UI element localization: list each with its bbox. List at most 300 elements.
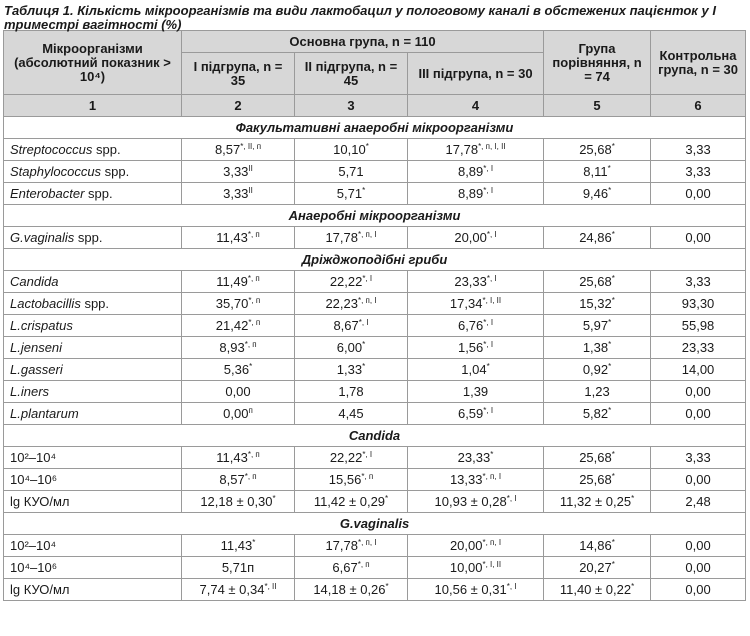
organism-name: Candida xyxy=(10,274,59,289)
organism-name: 10²–10⁴ xyxy=(10,450,57,465)
value-cell xyxy=(295,447,408,469)
value-cell xyxy=(651,337,746,359)
organism-cell xyxy=(4,535,182,557)
significance-mark: II xyxy=(248,186,253,195)
organism-suffix: spp. xyxy=(101,164,130,179)
cell-value: 11,43 xyxy=(216,230,248,245)
cell-value: 17,78 xyxy=(325,230,358,245)
significance-mark: * xyxy=(385,582,389,591)
data-table xyxy=(3,30,746,601)
cell-value: 0,92 xyxy=(582,362,609,377)
organism-name: L.plantarum xyxy=(10,406,79,421)
significance-mark: * xyxy=(611,560,615,569)
significance-mark: II xyxy=(248,164,253,173)
value-cell xyxy=(408,293,544,315)
value-cell xyxy=(544,491,651,513)
value-cell xyxy=(295,469,408,491)
cell-value: 0,00 xyxy=(685,186,711,201)
value-cell xyxy=(408,139,544,161)
column-number: 4 xyxy=(408,95,544,117)
table-caption: Таблиця 1. Кількість мікроорганізмів та види лактобацил у пологовому каналі в обстежених пацієнток у I триместрі вагітності (%) xyxy=(4,3,716,32)
cell-value: 14,00 xyxy=(681,362,715,377)
value-cell xyxy=(651,139,746,161)
cell-value: 0,00 xyxy=(685,384,711,399)
cell-value: 0,00 xyxy=(685,406,711,421)
value-cell xyxy=(182,491,295,513)
organism-name: L.jenseni xyxy=(10,340,63,355)
header-subgroup-1: I підгрупа, n = 35 xyxy=(182,53,295,95)
header-comparison-group: Група порівняння, n = 74 xyxy=(544,31,651,95)
value-cell xyxy=(295,161,408,183)
value-cell xyxy=(182,557,295,579)
table-header xyxy=(4,31,746,95)
cell-value: 11,49 xyxy=(216,274,248,289)
cell-value: 21,42 xyxy=(215,318,249,333)
table-row xyxy=(4,359,746,381)
cell-value: 0,00 xyxy=(685,472,711,487)
cell-value: 22,23 xyxy=(325,296,358,311)
significance-mark: *, п xyxy=(247,274,260,283)
value-cell xyxy=(544,315,651,337)
cell-value: 35,70 xyxy=(215,296,249,311)
value-cell xyxy=(182,359,295,381)
value-cell xyxy=(408,315,544,337)
cell-value: 6,59 xyxy=(457,406,484,421)
cell-value: 10,10 xyxy=(333,142,366,157)
table-row xyxy=(4,139,746,161)
significance-mark: * xyxy=(362,362,366,371)
cell-value: 0,00 xyxy=(685,560,711,575)
cell-value: 1,56 xyxy=(457,340,484,355)
cell-value: 8,57 xyxy=(219,472,245,487)
value-cell xyxy=(651,227,746,249)
value-cell xyxy=(408,447,544,469)
value-cell xyxy=(651,469,746,491)
value-cell xyxy=(408,381,544,403)
value-cell xyxy=(295,271,408,293)
cell-value: 20,27 xyxy=(579,560,612,575)
significance-mark: *, I xyxy=(506,494,517,503)
significance-mark: * xyxy=(486,362,490,371)
value-cell xyxy=(182,447,295,469)
value-cell xyxy=(295,491,408,513)
value-cell xyxy=(295,579,408,601)
significance-mark: * xyxy=(608,318,612,327)
cell-value: 0,00 xyxy=(685,538,711,553)
value-cell xyxy=(651,535,746,557)
value-cell xyxy=(408,579,544,601)
value-cell xyxy=(651,579,746,601)
organism-name: Staphylococcus xyxy=(10,164,102,179)
organism-cell xyxy=(4,337,182,359)
organism-cell xyxy=(4,359,182,381)
cell-value: 22,22 xyxy=(329,450,363,465)
column-number: 5 xyxy=(544,95,651,117)
cell-value: 0,00 xyxy=(685,230,711,245)
cell-value: 14,86 xyxy=(579,538,612,553)
cell-value: 3,33 xyxy=(685,450,711,465)
significance-mark: * xyxy=(608,186,612,195)
cell-value: 20,00 xyxy=(454,230,487,245)
significance-mark: * xyxy=(608,362,612,371)
cell-value: 8,11 xyxy=(583,164,608,179)
significance-mark: * xyxy=(611,142,615,151)
column-number-row xyxy=(4,95,746,117)
cell-value: 1,23 xyxy=(584,384,610,399)
table-body xyxy=(4,95,746,601)
cell-value: 10,00 xyxy=(449,560,483,575)
significance-mark: *, I xyxy=(483,164,494,173)
value-cell xyxy=(295,557,408,579)
value-cell xyxy=(544,535,651,557)
section-header-row xyxy=(4,205,746,227)
table-row xyxy=(4,183,746,205)
organism-cell xyxy=(4,403,182,425)
significance-mark: * xyxy=(611,274,615,283)
organism-cell xyxy=(4,557,182,579)
significance-mark: * xyxy=(611,230,615,239)
section-title: G.vaginalis xyxy=(4,513,746,535)
table-row xyxy=(4,557,746,579)
value-cell xyxy=(182,227,295,249)
value-cell xyxy=(544,557,651,579)
value-cell xyxy=(544,293,651,315)
significance-mark: * xyxy=(249,362,253,371)
cell-value: 8,93 xyxy=(219,340,245,355)
cell-value: 55,98 xyxy=(681,318,715,333)
cell-value: 4,45 xyxy=(338,406,364,421)
value-cell xyxy=(544,337,651,359)
cell-value: 5,36 xyxy=(223,362,250,377)
cell-value: 10,93 ± 0,28 xyxy=(434,494,507,509)
section-title: Дріжджоподібні гриби xyxy=(4,249,746,271)
table-row xyxy=(4,491,746,513)
significance-mark: *, п xyxy=(361,472,374,481)
organism-suffix: spp. xyxy=(92,142,121,157)
section-header-row xyxy=(4,425,746,447)
cell-value: 5,71п xyxy=(221,560,255,575)
significance-mark: *, I xyxy=(483,406,494,415)
cell-value: 6,76 xyxy=(457,318,484,333)
cell-value: 20,00 xyxy=(449,538,483,553)
significance-mark: *, I xyxy=(358,318,369,327)
column-number: 1 xyxy=(4,95,182,117)
section-title: Факультативні анаеробні мікроорганізми xyxy=(4,117,746,139)
cell-value: 25,68 xyxy=(579,472,612,487)
significance-mark: *, II, п xyxy=(240,142,262,151)
cell-value: 17,78 xyxy=(325,538,358,553)
cell-value: 11,40 ± 0,22 xyxy=(559,582,632,597)
cell-value: 17,34 xyxy=(449,296,483,311)
value-cell xyxy=(408,491,544,513)
cell-value: 0,00 xyxy=(225,384,251,399)
organism-cell xyxy=(4,227,182,249)
value-cell xyxy=(295,337,408,359)
organism-name: Streptococcus xyxy=(10,142,93,157)
value-cell xyxy=(182,381,295,403)
significance-mark: * xyxy=(365,142,369,151)
cell-value: 23,33 xyxy=(457,450,491,465)
value-cell xyxy=(295,359,408,381)
cell-value: 11,43 xyxy=(216,450,248,465)
value-cell xyxy=(408,337,544,359)
value-cell xyxy=(544,139,651,161)
header-subgroup-3: III підгрупа, n = 30 xyxy=(408,53,544,95)
value-cell xyxy=(295,293,408,315)
cell-value: 24,86 xyxy=(579,230,612,245)
significance-mark: *, I xyxy=(483,186,494,195)
cell-value: 3,33 xyxy=(223,186,249,201)
value-cell xyxy=(651,447,746,469)
value-cell xyxy=(295,381,408,403)
cell-value: 10,56 ± 0,31 xyxy=(434,582,507,597)
significance-mark: * xyxy=(252,538,256,547)
organism-cell xyxy=(4,381,182,403)
header-control-group: Контрольна група, n = 30 xyxy=(651,31,746,95)
cell-value: 8,89 xyxy=(457,186,484,201)
value-cell xyxy=(651,271,746,293)
organism-name: lg КУО/мл xyxy=(10,582,70,597)
table-row xyxy=(4,381,746,403)
column-number: 6 xyxy=(651,95,746,117)
column-number: 2 xyxy=(182,95,295,117)
cell-value: 1,78 xyxy=(338,384,364,399)
cell-value: 6,67 xyxy=(332,560,358,575)
organism-suffix: spp. xyxy=(74,230,103,245)
value-cell xyxy=(651,491,746,513)
value-cell xyxy=(182,315,295,337)
cell-value: 11,43 xyxy=(220,538,253,553)
significance-mark: * xyxy=(611,538,615,547)
organism-name: Lactobacillis xyxy=(10,296,81,311)
cell-value: 5,71 xyxy=(336,186,363,201)
significance-mark: *, I xyxy=(486,230,497,239)
value-cell xyxy=(182,535,295,557)
cell-value: 6,00 xyxy=(336,340,363,355)
cell-value: 7,74 ± 0,34 xyxy=(199,582,265,597)
value-cell xyxy=(408,183,544,205)
cell-value: 5,97 xyxy=(582,318,609,333)
table-row xyxy=(4,293,746,315)
organism-name: 10⁴–10⁶ xyxy=(10,560,58,575)
significance-mark: *, I xyxy=(483,340,494,349)
value-cell xyxy=(295,315,408,337)
value-cell xyxy=(182,579,295,601)
value-cell xyxy=(182,139,295,161)
organism-cell xyxy=(4,183,182,205)
significance-mark: * xyxy=(608,340,612,349)
organism-name: Enterobacter xyxy=(10,186,85,201)
significance-mark: * xyxy=(607,164,611,173)
organism-name: L.iners xyxy=(10,384,50,399)
value-cell xyxy=(408,271,544,293)
significance-mark: *, I xyxy=(483,318,494,327)
significance-mark: *, I, II xyxy=(482,296,502,305)
value-cell xyxy=(544,447,651,469)
organism-cell xyxy=(4,447,182,469)
section-header-row xyxy=(4,249,746,271)
significance-mark: * xyxy=(631,494,635,503)
value-cell xyxy=(651,557,746,579)
significance-mark: * xyxy=(608,406,612,415)
section-title: Анаеробні мікроорганізми xyxy=(4,205,746,227)
value-cell xyxy=(182,293,295,315)
significance-mark: * xyxy=(631,582,635,591)
cell-value: 11,42 ± 0,29 xyxy=(313,494,386,509)
cell-value: 15,32 xyxy=(579,296,612,311)
value-cell xyxy=(295,183,408,205)
organism-suffix: spp. xyxy=(80,296,110,311)
value-cell xyxy=(182,403,295,425)
cell-value: 8,89 xyxy=(457,164,484,179)
value-cell xyxy=(408,535,544,557)
value-cell xyxy=(544,469,651,491)
cell-value: 0,00 xyxy=(223,406,249,421)
organism-cell xyxy=(4,161,182,183)
cell-value: 1,39 xyxy=(462,384,489,399)
value-cell xyxy=(182,271,295,293)
value-cell xyxy=(295,403,408,425)
cell-value: 8,57 xyxy=(214,142,241,157)
cell-value: 1,04 xyxy=(461,362,487,377)
cell-value: 3,33 xyxy=(685,274,711,289)
significance-mark: *, п xyxy=(247,230,260,239)
table-row xyxy=(4,535,746,557)
cell-value: 14,18 ± 0,26 xyxy=(313,582,386,597)
column-number: 3 xyxy=(295,95,408,117)
cell-value: 12,18 ± 0,30 xyxy=(200,494,273,509)
table-row xyxy=(4,337,746,359)
cell-value: 11,32 ± 0,25 xyxy=(559,494,632,509)
significance-mark: *, п xyxy=(357,560,370,569)
value-cell xyxy=(408,557,544,579)
table-row xyxy=(4,315,746,337)
organism-name: lg КУО/мл xyxy=(10,494,70,509)
value-cell xyxy=(182,183,295,205)
value-cell xyxy=(651,161,746,183)
cell-value: 1,38 xyxy=(582,340,609,355)
section-header-row xyxy=(4,117,746,139)
cell-value: 5,71 xyxy=(338,164,364,179)
significance-mark: *, п, I xyxy=(357,296,377,305)
significance-mark: *, п xyxy=(248,296,261,305)
value-cell xyxy=(408,403,544,425)
value-cell xyxy=(295,139,408,161)
organism-cell xyxy=(4,293,182,315)
significance-mark: *, I xyxy=(362,450,373,459)
significance-mark: *, I xyxy=(362,274,373,283)
table-row xyxy=(4,227,746,249)
significance-mark: * xyxy=(611,472,615,481)
cell-value: 8,67 xyxy=(333,318,359,333)
table-row xyxy=(4,403,746,425)
organism-cell xyxy=(4,139,182,161)
value-cell xyxy=(408,359,544,381)
significance-mark: * xyxy=(611,296,615,305)
significance-mark: *, I xyxy=(506,582,517,591)
cell-value: 9,46 xyxy=(582,186,609,201)
value-cell xyxy=(651,315,746,337)
value-cell xyxy=(651,403,746,425)
cell-value: 17,78 xyxy=(445,142,479,157)
significance-mark: * xyxy=(272,494,276,503)
cell-value: 25,68 xyxy=(579,450,612,465)
value-cell xyxy=(651,293,746,315)
value-cell xyxy=(408,227,544,249)
value-cell xyxy=(544,161,651,183)
value-cell xyxy=(408,161,544,183)
organism-cell xyxy=(4,469,182,491)
significance-mark: *, II xyxy=(264,582,277,591)
cell-value: 25,68 xyxy=(579,142,612,157)
table-row xyxy=(4,579,746,601)
value-cell xyxy=(544,381,651,403)
significance-mark: *, I, II xyxy=(482,560,502,569)
cell-value: 25,68 xyxy=(579,274,612,289)
value-cell xyxy=(651,381,746,403)
organism-suffix: spp. xyxy=(84,186,113,201)
table-row xyxy=(4,271,746,293)
significance-mark: *, п, I xyxy=(482,538,502,547)
cell-value: 2,48 xyxy=(685,494,711,509)
organism-name: 10²–10⁴ xyxy=(10,538,57,553)
significance-mark: * xyxy=(385,494,389,503)
organism-cell xyxy=(4,579,182,601)
organism-cell xyxy=(4,315,182,337)
organism-name: G.vaginalis xyxy=(10,230,75,245)
value-cell xyxy=(295,227,408,249)
section-header-row xyxy=(4,513,746,535)
header-main-group: Основна група, n = 110 xyxy=(182,31,544,53)
significance-mark: * xyxy=(362,340,366,349)
cell-value: 13,33 xyxy=(449,472,483,487)
value-cell xyxy=(182,161,295,183)
section-title: Candida xyxy=(4,425,746,447)
header-subgroup-2: II підгрупа, n = 45 xyxy=(295,53,408,95)
table-row xyxy=(4,447,746,469)
header-microorganisms: Мікроорганізми (абсолютний показник > 10⁴) xyxy=(4,31,182,95)
significance-mark: п xyxy=(248,406,253,415)
organism-name: L.crispatus xyxy=(10,318,73,333)
value-cell xyxy=(544,227,651,249)
cell-value: 23,33 xyxy=(454,274,487,289)
organism-cell xyxy=(4,271,182,293)
significance-mark: *, п, I, II xyxy=(478,142,506,151)
value-cell xyxy=(182,469,295,491)
cell-value: 23,33 xyxy=(681,340,715,355)
cell-value: 3,33 xyxy=(685,142,711,157)
significance-mark: * xyxy=(362,186,366,195)
value-cell xyxy=(544,579,651,601)
significance-mark: *, п, I xyxy=(357,230,377,239)
organism-name: L.gasseri xyxy=(10,362,63,377)
significance-mark: *, п xyxy=(244,472,257,481)
organism-name: 10⁴–10⁶ xyxy=(10,472,58,487)
value-cell xyxy=(544,403,651,425)
organism-cell xyxy=(4,491,182,513)
value-cell xyxy=(182,337,295,359)
value-cell xyxy=(651,183,746,205)
significance-mark: *, п xyxy=(244,340,257,349)
significance-mark: * xyxy=(490,450,494,459)
significance-mark: *, п, I xyxy=(357,538,377,547)
value-cell xyxy=(544,271,651,293)
cell-value: 1,33 xyxy=(336,362,363,377)
significance-mark: *, п, I xyxy=(482,472,502,481)
significance-mark: *, п xyxy=(247,450,260,459)
value-cell xyxy=(544,359,651,381)
cell-value: 3,33 xyxy=(223,164,249,179)
